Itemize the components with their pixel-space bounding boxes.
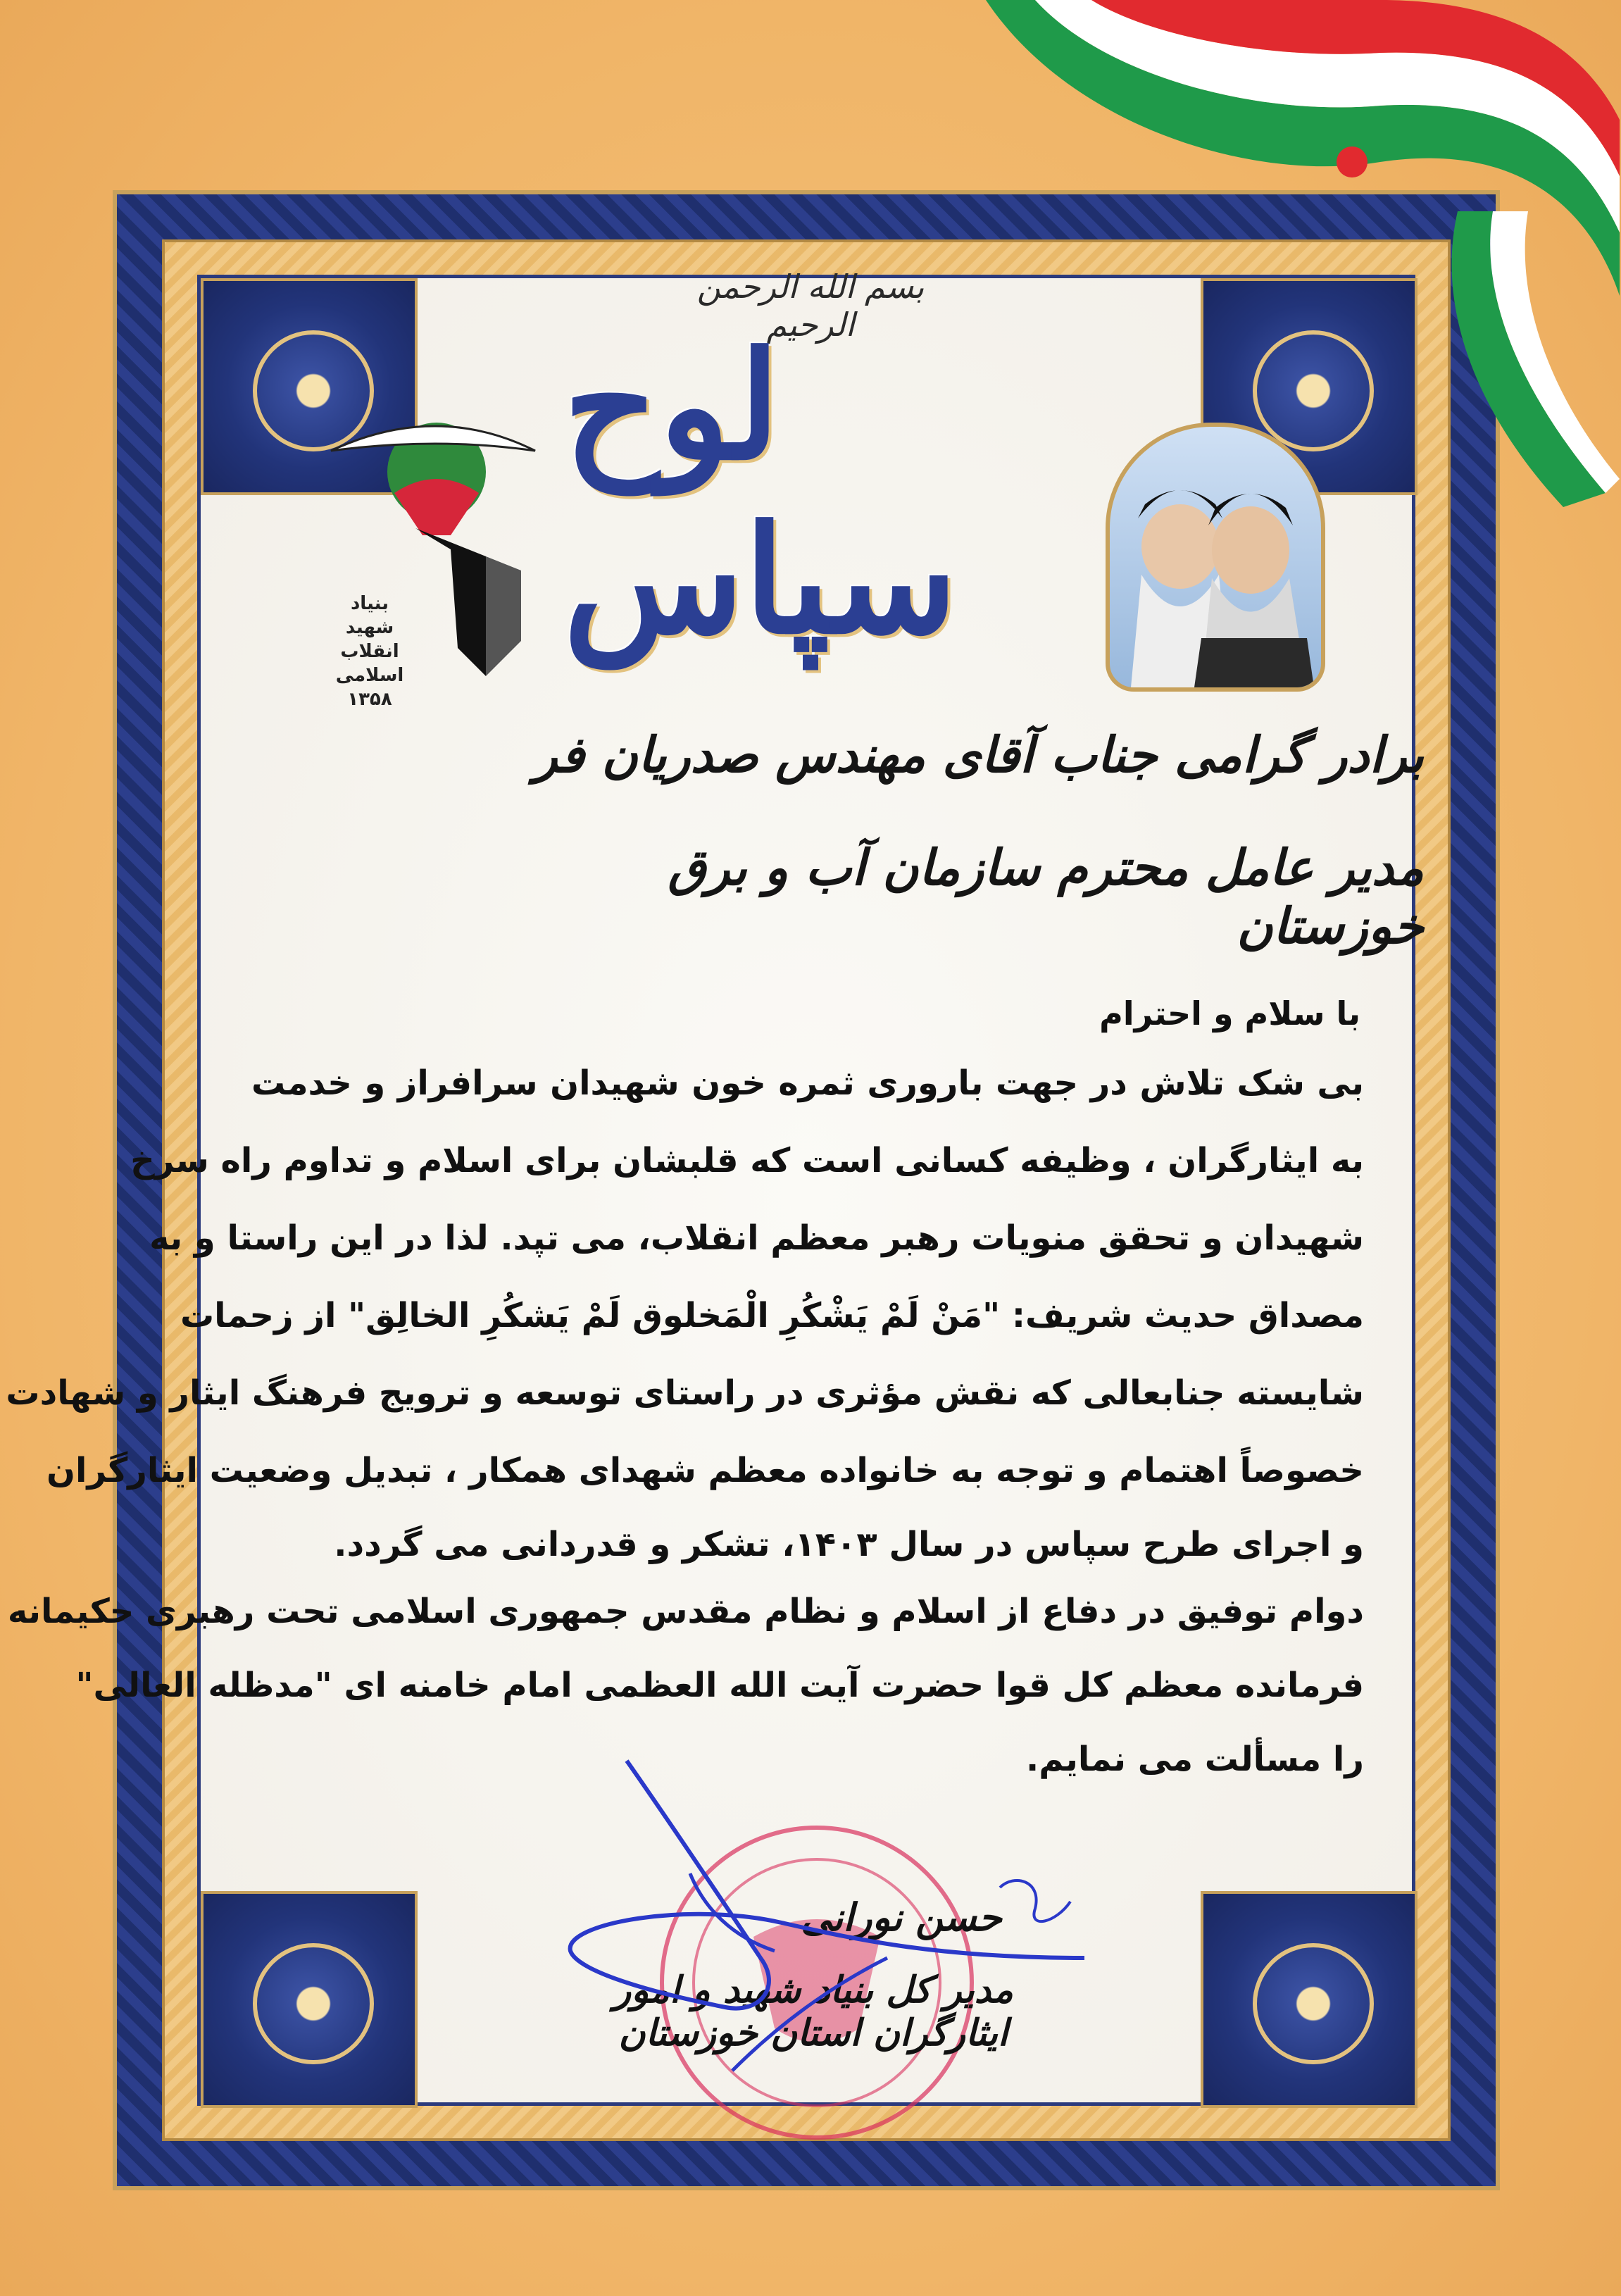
logo-text-3: انقلاب اسلامی	[335, 641, 404, 686]
salutation: با سلام و احترام	[1099, 994, 1360, 1032]
handwritten-signature	[549, 1747, 1113, 2085]
signatory-title: مدیر کل بنیاد شهید و امور ایثارگران استان خوزستان	[613, 1969, 1013, 2054]
logo-year: ۱۳۵۸	[347, 689, 392, 710]
letter-line: خصوصاً اهتمام و توجه به خانواده معظم شهدای همکار ، تبدیل وضعیت ایثارگران	[46, 1451, 1364, 1490]
addressee-position: مدیر عامل محترم سازمان آب و برق خوزستان	[668, 838, 1424, 955]
letter-line: دوام توفیق در دفاع از اسلام و نظام مقدس جمهوری اسلامی تحت رهبری حکیمانه	[7, 1592, 1364, 1631]
letter-line: به ایثارگران ، وظیفه کسانی است که قلبشان برای اسلام و تداوم راه سرخ	[130, 1141, 1364, 1180]
corner-ornament-bottom-right	[1201, 1891, 1417, 2108]
letter-line: فرمانده معظم کل قوا حضرت آیت الله العظمی امام خامنه ای "مدظله العالی"	[75, 1666, 1364, 1705]
logo-text-2: شهید	[345, 617, 394, 638]
letter-line: مصداق حدیث شریف: "مَنْ لَمْ یَشْکُرِ الْمَخلوق لَمْ یَشکُرِ الخالِق" از زحمات	[180, 1296, 1364, 1335]
logo-text-1: بنیاد	[350, 593, 389, 614]
corner-ornament-bottom-left	[201, 1891, 418, 2108]
letter-line: شهیدان و تحقق منویات رهبر معظم انقلاب، می تپد. لذا در این راستا و به	[149, 1218, 1364, 1258]
letter-line: بی شک تلاش در جهت باروری ثمره خون شهیدان سرافراز و خدمت	[251, 1063, 1364, 1103]
signatory-name: حسن نورانی	[801, 1895, 1002, 1940]
letter-line: شایسته جنابعالی که نقش مؤثری در راستای توسعه و ترویج فرهنگ ایثار و شهادت	[6, 1373, 1364, 1413]
page-title: لوح سپاس	[563, 319, 958, 667]
letter-line: را مسألت می نمایم.	[1025, 1740, 1364, 1779]
portrait-frame	[1106, 423, 1325, 692]
portrait-image	[1110, 427, 1321, 687]
letter-line: و اجرای طرح سپاس در سال ۱۴۰۳، تشکر و قدردانی می گردد.	[334, 1525, 1364, 1564]
logo-caption	[310, 592, 430, 711]
flag-ribbon-icon	[986, 0, 1620, 507]
bismillah: بسم الله الرحمن الرحیم	[696, 268, 925, 344]
addressee-name: برادر گرامی جناب آقای مهندس صدریان فر	[534, 725, 1424, 784]
